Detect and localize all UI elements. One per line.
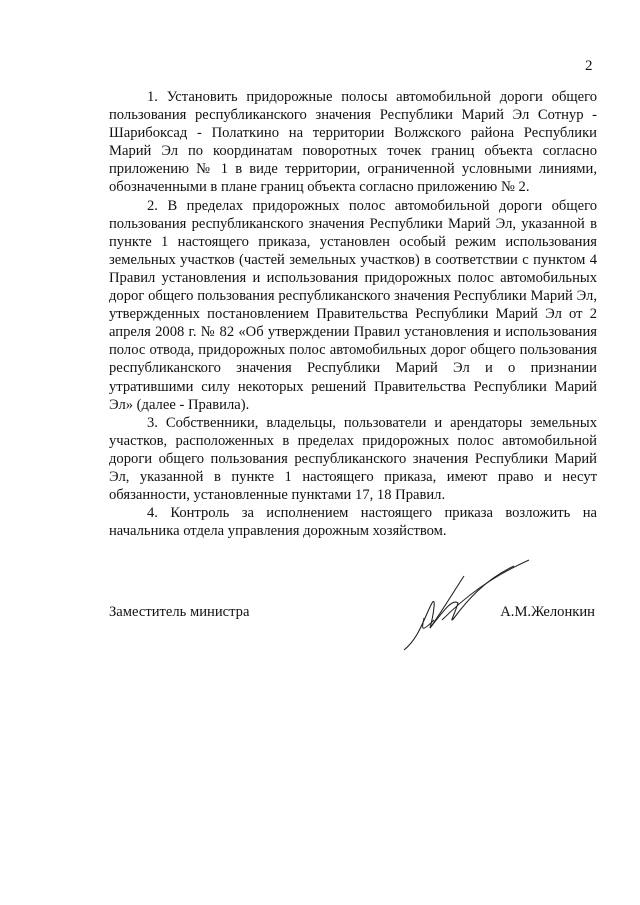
paragraph-2: 2. В пределах придорожных полос автомобильной дороги общего пользования республиканского значения Республики Марий Эл, указанной в пункте 1 настоящего приказа, установлен особый режим использования земельных участков (частей земельных участков) в соответствии с пунктом 4 Правил установления и использования придорожных полос автомобильных дорог общего пользования республиканского значения Республики Марий Эл, утвержденных постановлением Правительства Республики Марий Эл от 2 апреля 2008 г. № 82 «Об утверждении Правил установления и использования полос отвода, придорожных полос автомобильных дорог общего пользования республиканского значения Республики Марий Эл и о признании утратившими силу некоторых решений Правительства Республики Марий Эл» (далее - Правила).	[109, 197, 597, 413]
paragraph-1: 1. Установить придорожные полосы автомобильной дороги общего пользования республиканского значения Республики Марий Эл Сотнур - Шарибоксад - Полаткино на территории Волжского района Республики Марий Эл по координатам поворотных точек границ объекта согласно приложению № 1 в виде территории, ограниченной условными линиями, обозначенными в плане границ объекта согласно приложению № 2.	[109, 89, 597, 196]
signatory-position: Заместитель министра	[109, 604, 250, 620]
paragraph-4: 4. Контроль за исполнением настоящего приказа возложить на начальника отдела управления дорожным хозяйством.	[109, 505, 597, 540]
signatory-name: А.М.Желонкин	[500, 604, 595, 620]
document-body	[109, 88, 597, 540]
page-number: 2	[585, 58, 593, 74]
paragraph-3: 3. Собственники, владельцы, пользователи и арендаторы земельных участков, расположенных в пределах придорожных полос автомобильной дороги общего пользования республиканского значения Республики Марий Эл, указанной в пункте 1 настоящего приказа, имеют право и несут обязанности, установленные пунктами 17, 18 Правил.	[109, 414, 597, 504]
signature-block	[109, 598, 597, 658]
